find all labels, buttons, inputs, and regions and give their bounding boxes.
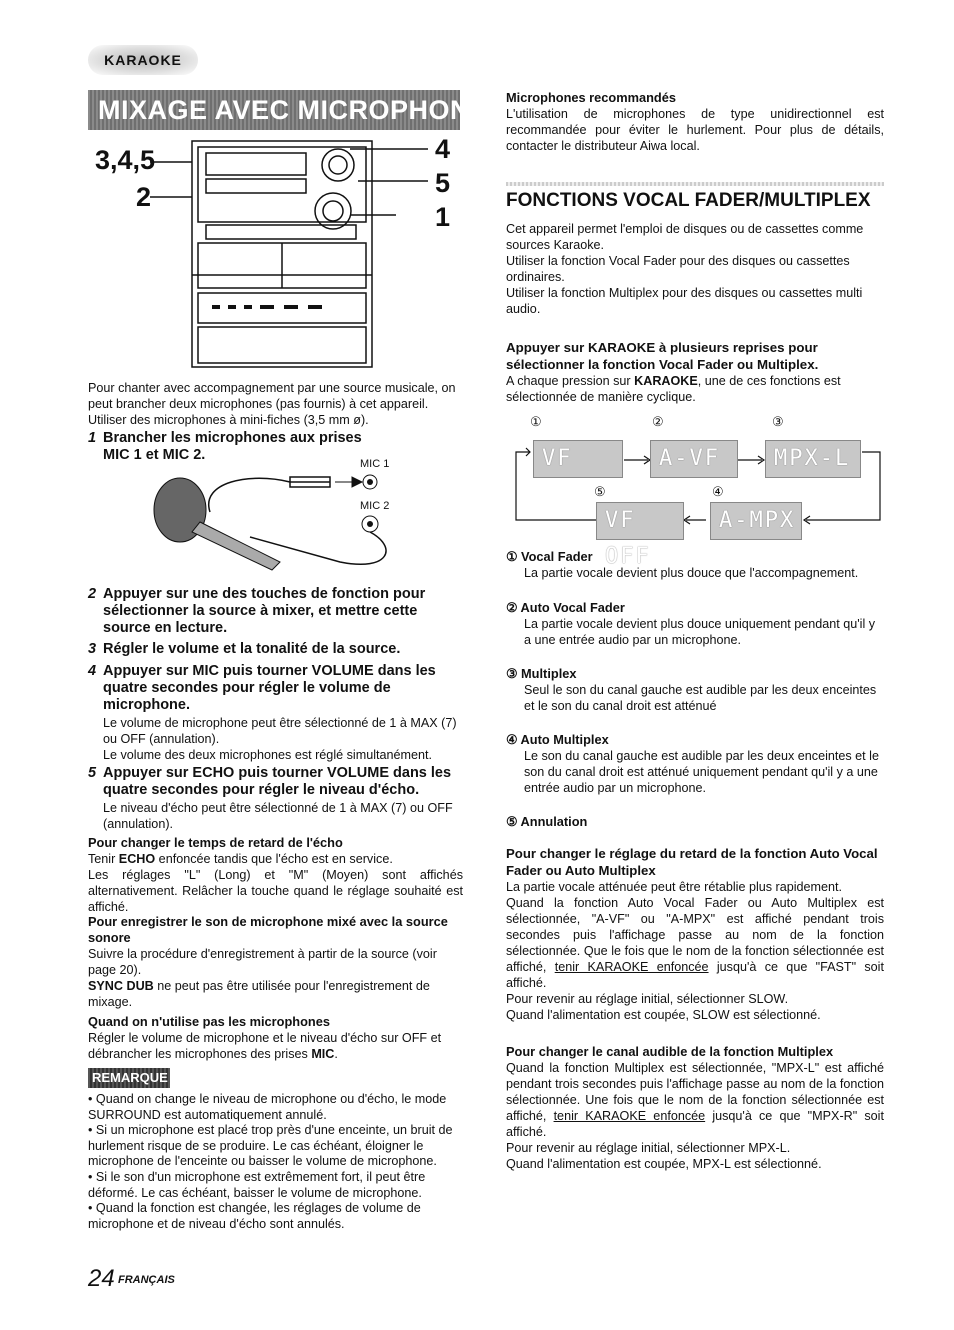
- display-vf-off: VF OFF: [596, 502, 684, 540]
- step-1: 1 Brancher les microphones aux prises MIC 1 et MIC 2.: [88, 430, 362, 463]
- figure-label-2: 2: [136, 182, 152, 212]
- remarque-list: [88, 1092, 463, 1232]
- section-echo-delay: Pour changer le temps de retard de l'écho Tenir ECHO enfoncée tandis que l'écho est en service. Les réglages "L" (Long) et "M" (Moyen) sont affichés alternativement. Relâcher la touche quand le réglage souhaité est affiché.: [88, 835, 463, 914]
- section-record-mix: Pour enregistrer le son de microphone mixé avec la source sonore Suivre la procédure d'enregistrement à partir de la source (voir page 20). SYNC DUB ne peut pas être utilisée pour l'enregistrement de mixage.: [88, 914, 448, 1009]
- marker-4: ④: [712, 484, 724, 499]
- marker-1: ①: [530, 414, 542, 429]
- section-recommended-mics: Microphones recommandés L'utilisation de microphones de type unidirectionnel est recommandée pour éviter le hurlement. Pour plus de détails, contacter le distributeur Aiwa local.: [506, 90, 884, 153]
- section-title-vocal-fader: FONCTIONS VOCAL FADER/MULTIPLEX: [506, 190, 871, 211]
- mode-auto-vocal-fader: ② Auto Vocal Fader La partie vocale devient plus douce uniquement pendant qu'il y a une entrée audio par un microphone.: [506, 600, 876, 647]
- marker-2: ②: [652, 414, 664, 429]
- section-divider: [506, 182, 884, 186]
- display-vf: VF: [533, 440, 623, 478]
- page-title: MIXAGE AVEC MICROPHONE: [88, 90, 460, 130]
- section-retard: Pour changer le réglage du retard de la fonction Auto Vocal Fader ou Auto Multiplex La partie vocale atténuée peut être rétablie plus rapidement. Quand la fonction Auto Vocal Fader ou Auto Multiplex est sélectionnée, "A-VF" ou "A-MPX" est affiché pendant trois secondes puis l'affichage passe au nom de la fonction sélectionnée. Que le fois que le nom de la fonction sélectionnée est affiché, tenir KARAOKE enfoncée jusqu'à ce que "FAST" soit affiché. Pour revenir au réglage initial, sélectionner SLOW. Quand l'alimentation est coupée, SLOW est sélectionné.: [506, 846, 884, 1022]
- display-a-vf: A-VF: [650, 440, 738, 478]
- microphone-illustration: [140, 462, 410, 582]
- mode-annulation: ⑤ Annulation: [506, 814, 588, 829]
- step-2: 2 Appuyer sur une des touches de fonction pour sélectionner la source à mixer, et mettre cette source en lecture.: [88, 586, 426, 636]
- remarque-label: REMARQUE: [88, 1068, 170, 1088]
- press-karaoke: Appuyer sur KARAOKE à plusieurs reprises pour sélectionner la fonction Vocal Fader ou Multiplex. A chaque pression sur KARAOKE, une de ces fonctions est sélectionnée de manière cyclique.: [506, 340, 841, 404]
- mode-multiplex: ③ Multiplex Seul le son du canal gauche est audible par les deux enceintes et le son du canal droit est atténué: [506, 666, 877, 713]
- mode-vocal-fader: ① Vocal Fader La partie vocale devient plus douce que l'accompagnement.: [506, 549, 859, 580]
- section-no-mics: Quand on n'utilise pas les microphones Régler le volume de microphone et le niveau d'écho sur OFF et débrancher les microphones des prises MIC.: [88, 1014, 442, 1061]
- list-item: • Si un microphone est placé trop près d'une enceinte, un bruit de hurlement risque de se produire. Le cas échéant, éloigner le microphone de l'enceinte ou baisser le volume de microphone.: [88, 1123, 453, 1169]
- display-mpx-l: MPX-L: [765, 440, 861, 478]
- figure-label-345: 3,4,5: [95, 145, 156, 175]
- display-a-mpx: A-MPX: [710, 502, 802, 540]
- list-item: • Si le son d'un microphone est extrêmement fort, il peut être déformé. Le cas échéant, baisser le volume de microphone.: [88, 1169, 426, 1200]
- func-intro: Cet appareil permet l'emploi de disques ou de cassettes comme sources Karaoke. Utiliser la fonction Vocal Fader pour des disques ou cassettes ordinaires. Utiliser la fonction Multiplex pour des disques ou cassettes multi audio.: [506, 222, 864, 316]
- figure-label-1: 1: [435, 202, 451, 232]
- step-5: 5 Appuyer sur ECHO puis tourner VOLUME dans les quatre secondes pour régler le niveau d'écho. Le niveau d'écho peut être sélectionné de 1 à MAX (7) ou OFF (annulation).: [88, 765, 453, 831]
- list-item: • Quand on change le niveau de microphone ou d'écho, le mode SURROUND est automatiquement annulé.: [88, 1092, 447, 1122]
- marker-3: ③: [772, 414, 784, 429]
- section-badge: KARAOKE: [88, 45, 198, 75]
- mode-auto-multiplex: ④ Auto Multiplex Le son du canal gauche est audible par les deux enceintes et le son du canal droit est atténué uniquement pendant qu'il y a une entrée audio par un microphone.: [506, 732, 879, 795]
- figure-label-4: 4: [435, 134, 451, 164]
- step-4: 4 Appuyer sur MIC puis tourner VOLUME dans les quatre secondes pour régler le volume de microphone. Le volume de microphone peut être sélectionné de 1 à MAX (7) ou OFF (annulation). Le volume des deux microphones est réglé simultanément.: [88, 663, 457, 762]
- mic1-label: MIC 1: [360, 458, 390, 470]
- page-number: 24: [88, 1265, 115, 1292]
- intro-text: Pour chanter avec accompagnement par une source musicale, on peut brancher deux microphones (pas fournis) à cet appareil. Utiliser des microphones à mini-fiches (3,5 mm ø).: [88, 381, 456, 427]
- section-canal: Pour changer le canal audible de la fonction Multiplex Quand la fonction Multiplex est sélectionnée, "MPX-L" est affiché pendant trois secondes puis l'affichage passe au nom de la fonction sélectionnée. Une fois que le nom de la fonction sélectionnée est affiché, tenir KARAOKE enfoncée jusqu'à ce que "MPX-R" soit affiché. Pour revenir au réglage initial, sélectionner MPX-L. Quand l'alimentation est coupée, MPX-L est sélectionné.: [506, 1044, 884, 1171]
- step-3: 3 Régler le volume et la tonalité de la source.: [88, 641, 401, 657]
- list-item: • Quand la fonction est changée, les réglages de volume de microphone et de niveau d'écho sont annulés.: [88, 1201, 421, 1231]
- marker-5: ⑤: [594, 484, 606, 499]
- page-language: FRANÇAIS: [118, 1274, 175, 1286]
- figure-label-5: 5: [435, 168, 451, 198]
- mic2-label: MIC 2: [360, 500, 390, 512]
